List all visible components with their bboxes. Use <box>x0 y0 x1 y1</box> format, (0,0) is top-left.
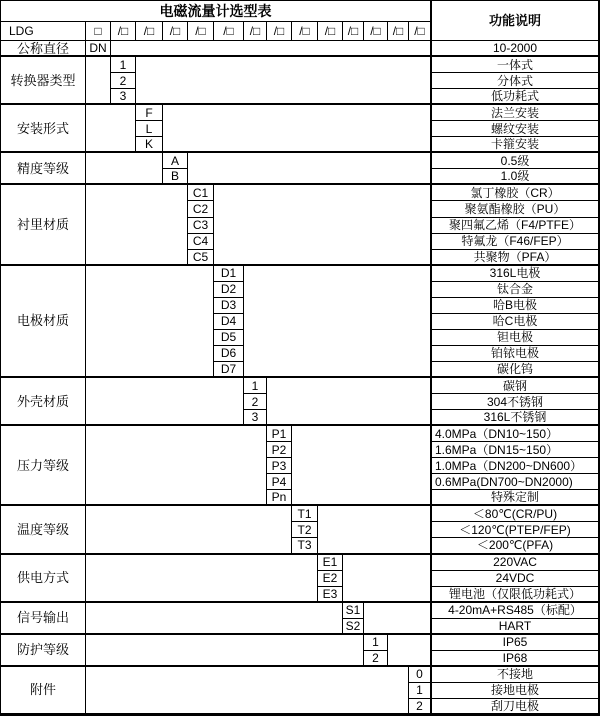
code-cell: P4 <box>267 474 292 490</box>
code-cell: B <box>163 169 188 185</box>
model-slot: /□ <box>163 22 188 41</box>
desc-cell: 一体式 <box>431 57 599 73</box>
desc-cell: 4.0MPa（DN10~150） <box>431 426 599 442</box>
code-cell: S1 <box>343 603 364 619</box>
code-cell: D7 <box>214 362 244 378</box>
code-cell: C3 <box>188 218 214 234</box>
code-cell: C4 <box>188 234 214 250</box>
code-cell: C5 <box>188 250 214 266</box>
model-slot: /□ <box>364 22 388 41</box>
code-cell: L <box>136 121 163 137</box>
empty-region <box>163 105 431 153</box>
desc-cell: 0.5级 <box>431 153 599 169</box>
category-label: 公称直径 <box>1 41 86 57</box>
category-label: 转换器类型 <box>1 57 86 105</box>
model-prefix: LDG <box>1 22 86 41</box>
desc-cell: 螺纹安装 <box>431 121 599 137</box>
category-label: 外壳材质 <box>1 378 86 426</box>
model-slot: /□ <box>292 22 318 41</box>
desc-cell: 刮刀电极 <box>431 699 599 715</box>
empty-region <box>214 185 431 265</box>
code-cell: 3 <box>111 89 136 105</box>
desc-cell: 0.6MPa(DN700~DN2000) <box>431 474 599 490</box>
desc-cell: 接地电极 <box>431 683 599 699</box>
empty-region <box>86 426 267 506</box>
empty-region <box>86 603 343 635</box>
empty-region <box>86 635 364 667</box>
empty-region <box>188 153 431 185</box>
code-cell: T2 <box>292 522 318 538</box>
desc-cell: 聚四氟乙烯（F4/PTFE） <box>431 218 599 234</box>
code-cell: A <box>163 153 188 169</box>
code-cell: K <box>136 137 163 153</box>
empty-region <box>136 57 431 105</box>
category-label: 精度等级 <box>1 153 86 185</box>
category-label: 防护等级 <box>1 635 86 667</box>
desc-cell: 低功耗式 <box>431 89 599 105</box>
model-slot: /□ <box>244 22 267 41</box>
code-cell: 2 <box>409 699 431 715</box>
empty-region <box>86 105 136 153</box>
desc-cell: 分体式 <box>431 73 599 89</box>
code-cell: C1 <box>188 185 214 201</box>
desc-cell: 220VAC <box>431 555 599 571</box>
code-cell: D3 <box>214 298 244 314</box>
desc-cell: 聚氨酯橡胶（PU） <box>431 201 599 217</box>
empty-region <box>343 555 431 603</box>
code-cell: Pn <box>267 490 292 506</box>
desc-cell: 共聚物（PFA） <box>431 250 599 266</box>
model-slot: /□ <box>136 22 163 41</box>
code-cell: P3 <box>267 458 292 474</box>
category-label: 压力等级 <box>1 426 86 506</box>
code-cell: P1 <box>267 426 292 442</box>
empty-region <box>364 603 431 635</box>
desc-cell: 1.0级 <box>431 169 599 185</box>
empty-region <box>86 57 111 105</box>
desc-cell: 哈B电极 <box>431 298 599 314</box>
desc-cell: 不接地 <box>431 667 599 683</box>
model-slot: /□ <box>388 22 409 41</box>
empty-region <box>86 555 318 603</box>
desc-cell: 10-2000 <box>431 41 599 57</box>
model-slot: /□ <box>267 22 292 41</box>
code-cell: DN <box>86 41 111 57</box>
code-cell: F <box>136 105 163 121</box>
category-label: 衬里材质 <box>1 185 86 265</box>
empty-region <box>86 266 214 378</box>
empty-region <box>388 635 431 667</box>
code-cell: 1 <box>244 378 267 394</box>
code-cell: 3 <box>244 410 267 426</box>
empty-region <box>86 185 188 265</box>
code-cell: 2 <box>244 394 267 410</box>
desc-cell: 钛合金 <box>431 282 599 298</box>
code-cell: D4 <box>214 314 244 330</box>
desc-cell: 碳化钨 <box>431 362 599 378</box>
desc-cell: ＜200℃(PFA) <box>431 538 599 554</box>
code-cell: E3 <box>318 587 343 603</box>
category-label: 信号输出 <box>1 603 86 635</box>
desc-cell: HART <box>431 619 599 635</box>
code-cell: 2 <box>111 73 136 89</box>
desc-cell: 卡箍安装 <box>431 137 599 153</box>
empty-region <box>267 378 431 426</box>
model-slot: /□ <box>214 22 244 41</box>
empty-region <box>292 426 431 506</box>
code-cell: D6 <box>214 346 244 362</box>
category-label: 安装形式 <box>1 105 86 153</box>
desc-cell: 法兰安装 <box>431 105 599 121</box>
code-cell: D5 <box>214 330 244 346</box>
code-cell: 0 <box>409 667 431 683</box>
model-slot: /□ <box>409 22 431 41</box>
code-cell: T3 <box>292 538 318 554</box>
desc-cell: 特氟龙（F46/FEP） <box>431 234 599 250</box>
desc-cell: 铂铱电极 <box>431 346 599 362</box>
desc-cell: 4-20mA+RS485（标配） <box>431 603 599 619</box>
function-description-header: 功能说明 <box>431 1 599 41</box>
code-cell: 1 <box>111 57 136 73</box>
desc-cell: 特殊定制 <box>431 490 599 506</box>
desc-cell: 碳钢 <box>431 378 599 394</box>
code-cell: 1 <box>364 635 388 651</box>
model-slot: /□ <box>188 22 214 41</box>
model-first-box: □ <box>86 22 111 41</box>
desc-cell: 316L电极 <box>431 266 599 282</box>
empty-region <box>86 667 409 715</box>
code-cell: D1 <box>214 266 244 282</box>
code-cell: E1 <box>318 555 343 571</box>
code-cell: C2 <box>188 201 214 217</box>
code-cell: P2 <box>267 442 292 458</box>
code-cell: D2 <box>214 282 244 298</box>
desc-cell: 316L不锈钢 <box>431 410 599 426</box>
desc-cell: 1.0MPa（DN200~DN600） <box>431 458 599 474</box>
empty-region <box>111 41 431 57</box>
category-label: 温度等级 <box>1 506 86 554</box>
code-cell: 1 <box>409 683 431 699</box>
category-label: 附件 <box>1 667 86 715</box>
desc-cell: 锂电池（仅限低功耗式） <box>431 587 599 603</box>
model-slot: /□ <box>111 22 136 41</box>
desc-cell: 24VDC <box>431 571 599 587</box>
category-label: 供电方式 <box>1 555 86 603</box>
model-slot: /□ <box>318 22 343 41</box>
code-cell: 2 <box>364 651 388 667</box>
empty-region <box>244 266 431 378</box>
desc-cell: 氯丁橡胶（CR） <box>431 185 599 201</box>
desc-cell: IP65 <box>431 635 599 651</box>
desc-cell: IP68 <box>431 651 599 667</box>
desc-cell: 304不锈钢 <box>431 394 599 410</box>
desc-cell: ＜120℃(PTEP/FEP) <box>431 522 599 538</box>
empty-region <box>86 153 163 185</box>
desc-cell: 哈C电极 <box>431 314 599 330</box>
desc-cell: 1.6MPa（DN15~150） <box>431 442 599 458</box>
empty-region <box>86 506 292 554</box>
code-cell: S2 <box>343 619 364 635</box>
table-title: 电磁流量计选型表 <box>1 1 431 22</box>
code-cell: T1 <box>292 506 318 522</box>
empty-region <box>86 378 244 426</box>
model-slot: /□ <box>343 22 364 41</box>
category-label: 电极材质 <box>1 266 86 378</box>
code-cell: E2 <box>318 571 343 587</box>
empty-region <box>318 506 431 554</box>
desc-cell: ＜80℃(CR/PU) <box>431 506 599 522</box>
desc-cell: 钽电极 <box>431 330 599 346</box>
